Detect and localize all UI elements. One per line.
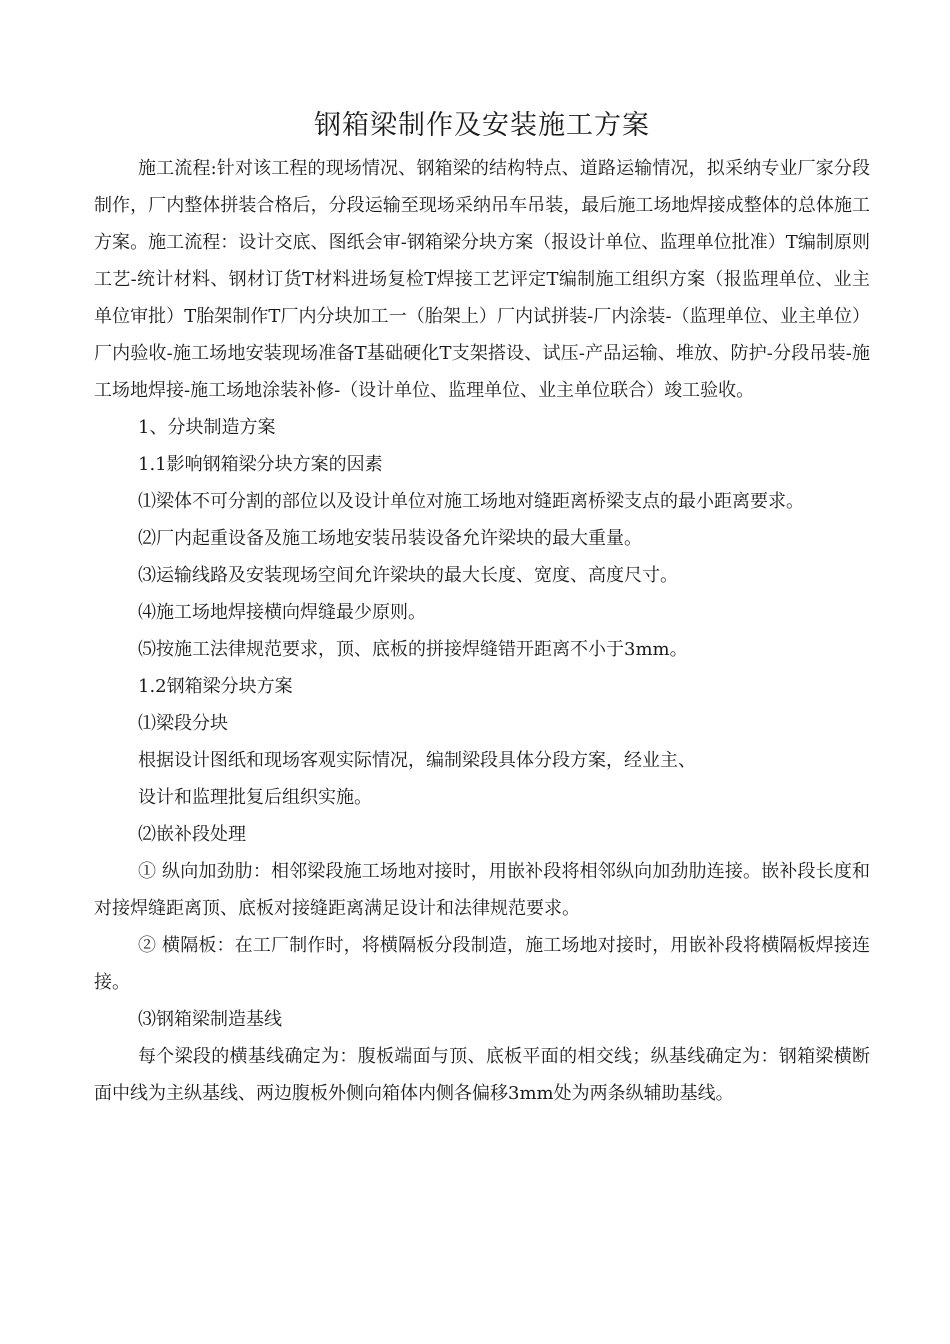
list-item-factor-3: ⑶运输线路及安装现场空间允许梁块的最大长度、宽度、高度尺寸。 bbox=[138, 565, 678, 586]
paragraph-datum-line: 每个梁段的横基线确定为：腹板端面与顶、底板平面的相交线；纵基线确定为：钢箱梁横断面中线为主纵基线、两边腹板外侧向箱体内侧各偏移3mm处为两条纵辅助基线。 bbox=[94, 1046, 870, 1104]
subheading-infill-segment: ⑵嵌补段处理 bbox=[138, 824, 246, 845]
list-item-factor-4: ⑷施工场地焊接横向焊缝最少原则。 bbox=[138, 602, 426, 623]
document-title: 钢箱梁制作及安装施工方案 bbox=[314, 110, 650, 141]
subheading-datum-line: ⑶钢箱梁制造基线 bbox=[138, 1009, 282, 1030]
list-item-factor-2: ⑵厂内起重设备及施工场地安装吊装设备允许梁块的最大重量。 bbox=[138, 528, 642, 549]
document-page bbox=[94, 106, 870, 1112]
heading-section-1-2: 1.2钢箱梁分块方案 bbox=[138, 676, 293, 697]
paragraph-construction-process: 施工流程:针对该工程的现场情况、钢箱梁的结构特点、道路运输情况，拟采纳专业厂家分段制作，厂内整体拼装合格后，分段运输至现场采纳吊车吊装，最后施工场地焊接成整体的总体施工方案。施工流程：设计交底、图纸会审-钢箱梁分块方案（报设计单位、监理单位批准）T编制原则工艺-统计材料、钢材订货T材料进场复检T焊接工艺评定T编制施工组织方案（报监理单位、业主单位审批）T胎架制作T厂内分块加工一（胎架上）厂内试拼装-厂内涂装-（监理单位、业主单位）厂内验收-施工场地安装现场准备T基础硬化T支架搭设、试压-产品运输、堆放、防护-分段吊装-施工场地焊接-施工场地涂装补修-（设计单位、监理单位、业主单位联合）竣工验收。 bbox=[94, 158, 870, 401]
heading-section-1-1: 1.1影响钢箱梁分块方案的因素 bbox=[138, 454, 383, 475]
list-item-factor-1: ⑴梁体不可分割的部位以及设计单位对施工场地对缝距离桥梁支点的最小距离要求。 bbox=[138, 491, 804, 512]
subheading-segment-division: ⑴梁段分块 bbox=[138, 713, 228, 734]
heading-section-1: 1、分块制造方案 bbox=[138, 417, 276, 438]
paragraph-longitudinal-stiffener: ① 纵向加劲肋：相邻梁段施工场地对接时，用嵌补段将相邻纵向加劲肋连接。嵌补段长度和对接焊缝距离顶、底板对接缝距离满足设计和法律规范要求。 bbox=[94, 861, 870, 919]
paragraph-segment-plan-line1: 根据设计图纸和现场客观实际情况，编制梁段具体分段方案，经业主、 bbox=[138, 750, 696, 771]
paragraph-diaphragm: ② 横隔板：在工厂制作时，将横隔板分段制造，施工场地对接时，用嵌补段将横隔板焊接连接。 bbox=[94, 935, 870, 993]
list-item-factor-5: ⑸按施工法律规范要求，顶、底板的拼接焊缝错开距离不小于3mm。 bbox=[138, 639, 688, 660]
paragraph-segment-plan-line2: 设计和监理批复后组织实施。 bbox=[138, 787, 372, 808]
